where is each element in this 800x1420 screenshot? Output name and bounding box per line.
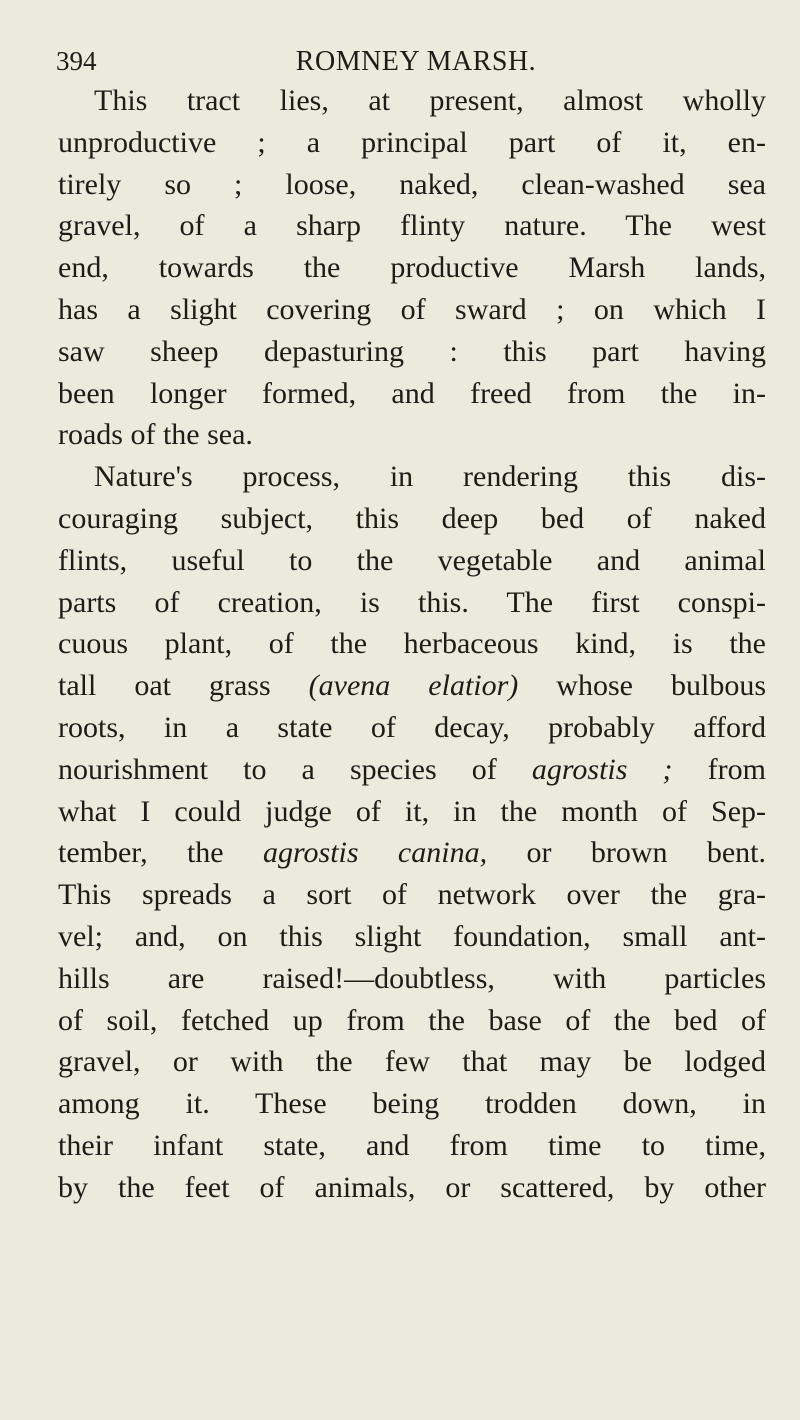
text-segment: cuous plant, of the herbaceous kind, is the — [58, 627, 766, 661]
text-segment: what I could judge of it, in the month of Sep- — [58, 794, 766, 828]
text-line — [58, 1041, 766, 1083]
text-line — [58, 958, 766, 1000]
text-line — [58, 1167, 766, 1209]
text-line — [58, 164, 766, 206]
text-segment: vel; and, on this slight foundation, small ant- — [58, 919, 766, 953]
body-text — [58, 80, 766, 1209]
text-segment: parts of creation, is this. The first conspi- — [58, 585, 766, 619]
text-segment: nourishment to a species of — [58, 752, 532, 786]
text-line — [58, 1000, 766, 1042]
text-segment: gravel, or with the few that may be lodged — [58, 1045, 766, 1079]
text-segment: end, towards the productive Marsh lands, — [58, 251, 766, 285]
text-line — [58, 540, 766, 582]
italic-term: agrostis canina, — [262, 836, 488, 870]
text-segment: gravel, of a sharp flinty nature. The west — [58, 209, 766, 243]
text-line — [58, 122, 766, 164]
text-segment: hills are raised!—doubtless, with particles — [58, 961, 766, 995]
text-line — [58, 289, 766, 331]
text-line — [58, 707, 766, 749]
text-line — [58, 749, 766, 791]
italic-term: (avena elatior) — [308, 669, 519, 703]
text-line — [58, 582, 766, 624]
text-line — [58, 414, 766, 456]
text-line — [58, 623, 766, 665]
text-segment: of soil, fetched up from the base of the bed of — [58, 1003, 766, 1037]
text-line — [58, 331, 766, 373]
text-line — [58, 1125, 766, 1167]
text-segment: unproductive ; a principal part of it, en- — [58, 125, 766, 159]
text-line — [58, 916, 766, 958]
text-segment: couraging subject, this deep bed of naked — [58, 501, 766, 535]
text-line — [58, 665, 766, 707]
text-segment: or brown bent. — [487, 836, 766, 870]
text-line — [58, 205, 766, 247]
text-line — [58, 832, 766, 874]
text-segment: tirely so ; loose, naked, clean-washed sea — [58, 167, 766, 201]
italic-term: agrostis ; — [531, 752, 673, 786]
text-segment: roads of the sea. — [58, 418, 253, 452]
text-line — [58, 456, 766, 498]
text-line — [58, 874, 766, 916]
text-segment: been longer formed, and freed from the in- — [58, 376, 766, 410]
text-segment: their infant state, and from time to time, — [58, 1128, 766, 1162]
text-line — [58, 791, 766, 833]
text-segment: Nature's process, in rendering this dis- — [94, 460, 766, 494]
text-line — [58, 498, 766, 540]
text-segment: has a slight covering of sward ; on which I — [58, 292, 766, 326]
text-segment: whose bulbous — [518, 669, 766, 703]
text-segment: from — [672, 752, 766, 786]
text-segment: among it. These being trodden down, in — [58, 1087, 766, 1121]
running-title: ROMNEY MARSH. — [295, 46, 537, 77]
text-segment: This spreads a sort of network over the gra- — [58, 878, 766, 912]
text-segment: This tract lies, at present, almost wholly — [94, 84, 766, 117]
text-segment: tall oat grass — [58, 669, 309, 703]
text-segment: tember, the — [58, 836, 263, 870]
page-number: 394 — [56, 46, 97, 76]
text-line — [58, 1083, 766, 1125]
text-segment: saw sheep depasturing : this part having — [58, 334, 766, 368]
text-segment: roots, in a state of decay, probably afford — [58, 710, 766, 744]
text-line — [58, 80, 766, 122]
text-line — [58, 247, 766, 289]
text-segment: flints, useful to the vegetable and animal — [58, 543, 766, 577]
text-line — [58, 373, 766, 415]
text-segment: by the feet of animals, or scattered, by other — [58, 1170, 766, 1204]
